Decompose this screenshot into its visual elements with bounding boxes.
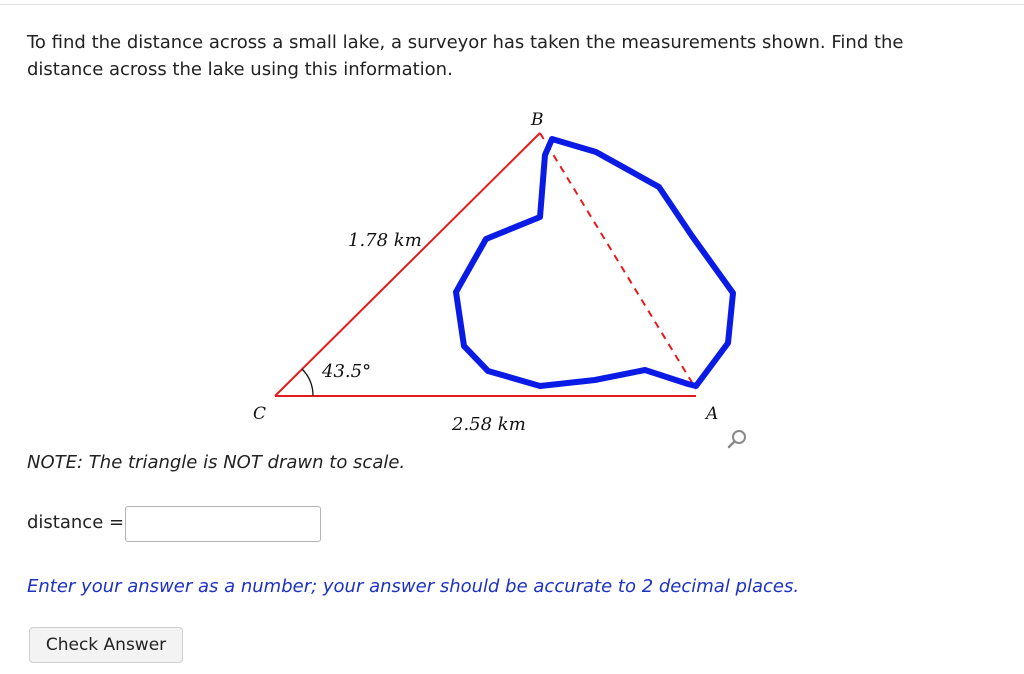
magnifier-icon[interactable] [727,428,749,450]
check-answer-button[interactable]: Check Answer [29,627,183,663]
lake-triangle-figure [0,100,1024,440]
side-ca-length-label: 2.58 km [452,414,526,435]
vertex-c-label: C [253,404,267,424]
side-cb-line [275,133,540,396]
vertex-a-label: A [706,404,719,424]
question-text: To find the distance across a small lake, a surveyor has taken the measurements shown. Find the distance across the lake using this information. [27,32,904,80]
scale-note: NOTE: The triangle is NOT drawn to scale. [27,452,406,473]
side-cb-length-label: 1.78 km [348,230,422,251]
angle-c-arc [302,369,313,396]
answer-instruction: Enter your answer as a number; your answer should be accurate to 2 decimal places. [27,576,800,597]
distance-label: distance = [27,512,125,533]
side-ab-dashed-line [540,133,696,389]
vertex-b-label: B [531,110,544,130]
angle-c-label: 43.5° [322,361,372,382]
top-divider [0,4,1024,5]
distance-input[interactable] [125,506,321,542]
